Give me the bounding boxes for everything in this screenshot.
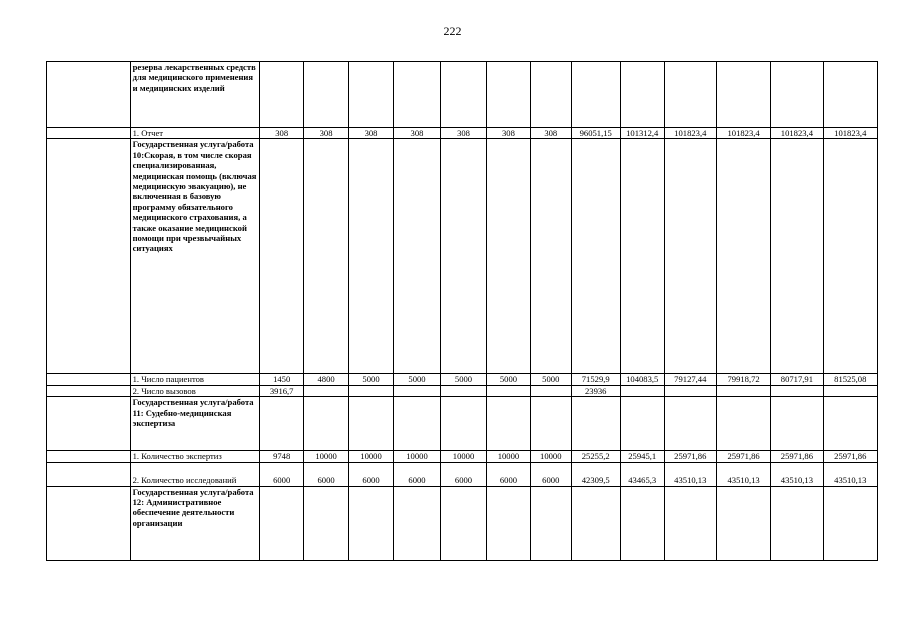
value-cell — [487, 486, 531, 560]
value-cell — [716, 139, 770, 374]
value-cell: 1450 — [260, 374, 304, 385]
value-cell — [620, 62, 664, 128]
value-cell — [823, 397, 877, 451]
value-cell: 71529,9 — [571, 374, 620, 385]
table-row — [47, 462, 878, 486]
value-cell: 10000 — [487, 451, 531, 462]
value-cell — [771, 486, 823, 560]
value-cell: 43510,13 — [664, 462, 716, 486]
value-cell: 5000 — [393, 374, 440, 385]
value-cell — [304, 397, 349, 451]
value-cell — [571, 486, 620, 560]
value-cell — [393, 486, 440, 560]
value-cell: 43510,13 — [771, 462, 823, 486]
value-cell: 308 — [260, 128, 304, 139]
value-cell: 80717,91 — [771, 374, 823, 385]
value-cell: 25971,86 — [771, 451, 823, 462]
value-cell: 104083,5 — [620, 374, 664, 385]
value-cell: 101823,4 — [771, 128, 823, 139]
value-cell: 308 — [304, 128, 349, 139]
value-cell: 308 — [441, 128, 487, 139]
value-cell: 10000 — [530, 451, 571, 462]
value-cell: 43465,3 — [620, 462, 664, 486]
value-cell: 42309,5 — [571, 462, 620, 486]
value-cell — [487, 385, 531, 396]
value-cell — [664, 397, 716, 451]
value-cell: 6000 — [441, 462, 487, 486]
value-cell: 6000 — [304, 462, 349, 486]
value-cell — [304, 139, 349, 374]
value-cell: 6000 — [487, 462, 531, 486]
value-cell: 81525,08 — [823, 374, 877, 385]
table-row — [47, 385, 878, 396]
value-cell: 79918,72 — [716, 374, 770, 385]
value-cell — [349, 486, 394, 560]
value-cell — [571, 62, 620, 128]
value-cell — [349, 139, 394, 374]
value-cell: 6000 — [530, 462, 571, 486]
value-cell — [304, 486, 349, 560]
value-cell: 25971,86 — [823, 451, 877, 462]
value-cell — [716, 397, 770, 451]
value-cell — [664, 385, 716, 396]
value-cell: 10000 — [441, 451, 487, 462]
value-cell — [620, 385, 664, 396]
value-cell — [530, 385, 571, 396]
empty-cell — [47, 128, 131, 139]
value-cell — [349, 397, 394, 451]
value-cell — [571, 139, 620, 374]
value-cell — [393, 139, 440, 374]
value-cell: 6000 — [393, 462, 440, 486]
value-cell — [393, 397, 440, 451]
table-row — [47, 62, 878, 128]
value-cell — [530, 139, 571, 374]
table-row — [47, 374, 878, 385]
value-cell — [349, 62, 394, 128]
page-number: 222 — [443, 24, 462, 38]
value-cell — [620, 139, 664, 374]
value-cell — [393, 62, 440, 128]
value-cell: 4800 — [304, 374, 349, 385]
value-cell: 9748 — [260, 451, 304, 462]
value-cell: 308 — [530, 128, 571, 139]
empty-cell — [47, 374, 131, 385]
value-cell — [823, 139, 877, 374]
empty-cell — [47, 139, 131, 374]
value-cell — [441, 385, 487, 396]
value-cell: 6000 — [349, 462, 394, 486]
table-row — [47, 451, 878, 462]
value-cell: 25945,1 — [620, 451, 664, 462]
section-heading-cell: Государственная услуга/работа 10:Скорая, в том числе скорая специализированная, медицинская помощь (включая медицинскую эвакуацию), не включенная в базовую программу обязательного медицинского страхования, а также оказание медицинской помощи при чрезвычайных ситуациях — [130, 139, 260, 374]
section-heading-cell: резерва лекарственных средств для медицинского применения и медицинских изделий — [130, 62, 260, 128]
value-cell: 3916,7 — [260, 385, 304, 396]
value-cell — [664, 486, 716, 560]
value-cell: 5000 — [487, 374, 531, 385]
value-cell: 5000 — [530, 374, 571, 385]
value-cell: 308 — [349, 128, 394, 139]
value-cell — [487, 139, 531, 374]
value-cell: 101823,4 — [664, 128, 716, 139]
row-label-cell: 1. Отчет — [130, 128, 260, 139]
value-cell: 101312,4 — [620, 128, 664, 139]
value-cell: 6000 — [260, 462, 304, 486]
value-cell — [823, 385, 877, 396]
value-cell: 10000 — [304, 451, 349, 462]
value-cell — [393, 385, 440, 396]
value-cell — [664, 139, 716, 374]
value-cell — [771, 385, 823, 396]
value-cell: 25971,86 — [664, 451, 716, 462]
value-cell — [441, 486, 487, 560]
value-cell: 308 — [393, 128, 440, 139]
value-cell — [304, 62, 349, 128]
empty-cell — [47, 451, 131, 462]
value-cell — [260, 486, 304, 560]
value-cell: 79127,44 — [664, 374, 716, 385]
table-row — [47, 139, 878, 374]
value-cell — [620, 486, 664, 560]
value-cell: 25971,86 — [716, 451, 770, 462]
value-cell: 43510,13 — [716, 462, 770, 486]
value-cell — [771, 139, 823, 374]
value-cell — [487, 62, 531, 128]
value-cell — [441, 62, 487, 128]
value-cell: 5000 — [441, 374, 487, 385]
value-cell — [664, 62, 716, 128]
table-row — [47, 486, 878, 560]
value-cell — [571, 397, 620, 451]
value-cell — [771, 62, 823, 128]
empty-cell — [47, 486, 131, 560]
value-cell: 5000 — [349, 374, 394, 385]
row-label-cell: 1. Количество экспертиз — [130, 451, 260, 462]
empty-cell — [47, 462, 131, 486]
section-heading-cell: Государственная услуга/работа 11: Судебно-медицинская экспертиза — [130, 397, 260, 451]
value-cell — [530, 62, 571, 128]
section-heading-cell: Государственная услуга/работа 12: Административное обеспечение деятельности организации — [130, 486, 260, 560]
row-label-cell: 2. Число вызовов — [130, 385, 260, 396]
value-cell — [823, 486, 877, 560]
empty-cell — [47, 62, 131, 128]
value-cell — [530, 486, 571, 560]
row-label-cell: 1. Число пациентов — [130, 374, 260, 385]
value-cell: 10000 — [393, 451, 440, 462]
value-cell: 43510,13 — [823, 462, 877, 486]
value-cell — [260, 139, 304, 374]
value-cell: 23936 — [571, 385, 620, 396]
value-cell — [260, 62, 304, 128]
table-row — [47, 397, 878, 451]
value-cell — [530, 397, 571, 451]
value-cell: 10000 — [349, 451, 394, 462]
value-cell — [771, 397, 823, 451]
value-cell — [716, 62, 770, 128]
value-cell — [487, 397, 531, 451]
value-cell: 308 — [487, 128, 531, 139]
value-cell — [620, 397, 664, 451]
value-cell: 25255,2 — [571, 451, 620, 462]
value-cell — [260, 397, 304, 451]
empty-cell — [47, 385, 131, 396]
value-cell — [304, 385, 349, 396]
value-cell — [441, 397, 487, 451]
value-cell: 96051,15 — [571, 128, 620, 139]
table-row — [47, 128, 878, 139]
empty-cell — [47, 397, 131, 451]
value-cell — [823, 62, 877, 128]
value-cell — [441, 139, 487, 374]
value-cell — [349, 385, 394, 396]
value-cell: 101823,4 — [716, 128, 770, 139]
value-cell — [716, 486, 770, 560]
data-table — [46, 61, 878, 561]
row-label-cell: 2. Количество исследований — [130, 462, 260, 486]
value-cell — [716, 385, 770, 396]
value-cell: 101823,4 — [823, 128, 877, 139]
